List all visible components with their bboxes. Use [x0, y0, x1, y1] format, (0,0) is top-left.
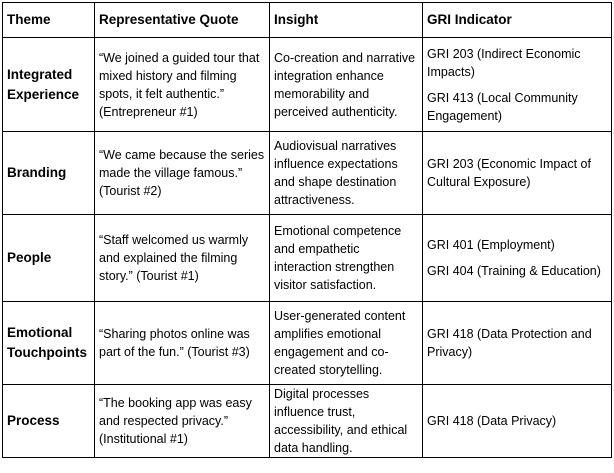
header-insight: Insight — [270, 3, 423, 38]
table-row — [3, 215, 612, 302]
table-row — [3, 302, 612, 385]
gri-item: GRI 203 (Indirect Economic Impacts) — [427, 46, 581, 79]
insight-cell: Digital processes influence trust, accessibility, and ethical data handling. — [270, 385, 423, 458]
insight-cell: Co-creation and narrative integration enhance memorability and perceived authenticity. — [270, 38, 423, 132]
quote-cell: “We joined a guided tour that mixed history and filming spots, it felt authentic.” (Entrepreneur #1) — [95, 38, 270, 132]
theme-cell — [3, 385, 95, 458]
table-row — [3, 385, 612, 458]
theme-cell — [3, 302, 95, 385]
gri-item: GRI 418 (Data Protection and Privacy) — [427, 327, 592, 359]
quote-cell: “We came because the series made the village famous.” (Tourist #2) — [95, 132, 270, 215]
gri-cell — [423, 385, 612, 458]
header-theme: Theme — [3, 3, 95, 38]
theme-line: Branding — [7, 165, 67, 180]
gri-item: GRI 401 (Employment) — [427, 238, 555, 252]
quote-cell: “Sharing photos online was part of the fun.” (Tourist #3) — [95, 302, 270, 385]
theme-line: People — [7, 250, 52, 265]
gri-item: GRI 418 (Data Privacy) — [427, 414, 557, 428]
theme-cell — [3, 38, 95, 132]
insight-cell: Emotional competence and empathetic interaction strengthen visitor satisfaction. — [270, 215, 423, 302]
header-row — [3, 3, 612, 38]
theme-line: Integrated — [7, 66, 73, 82]
quote-cell: “The booking app was easy and respected privacy.” (Institutional #1) — [95, 385, 270, 458]
gri-item: GRI 413 (Local Community Engagement) — [427, 90, 578, 123]
theme-cell — [3, 215, 95, 302]
table-container — [2, 2, 612, 458]
header-gri: GRI Indicator — [423, 3, 612, 38]
quote-cell: “Staff welcomed us warmly and explained the filming story.” (Tourist #1) — [95, 215, 270, 302]
theme-line: Process — [7, 413, 60, 428]
gri-cell — [423, 215, 612, 302]
theme-cell — [3, 132, 95, 215]
insight-cell: Audiovisual narratives influence expectations and shape destination attractiveness. — [270, 132, 423, 215]
gri-cell — [423, 132, 612, 215]
table-row — [3, 38, 612, 132]
table-row — [3, 132, 612, 215]
gri-cell — [423, 38, 612, 132]
theme-line: Experience — [7, 86, 80, 102]
theme-line: Emotional — [7, 325, 73, 340]
insight-cell: User-generated content amplifies emotional engagement and co-created storytelling. — [270, 302, 423, 385]
header-quote: Representative Quote — [95, 3, 270, 38]
gri-item: GRI 404 (Training & Education) — [427, 264, 601, 278]
gri-item: GRI 203 (Economic Impact of Cultural Exposure) — [427, 157, 591, 189]
themes-table — [2, 2, 612, 458]
gri-cell — [423, 302, 612, 385]
theme-line: Touchpoints — [7, 345, 87, 360]
